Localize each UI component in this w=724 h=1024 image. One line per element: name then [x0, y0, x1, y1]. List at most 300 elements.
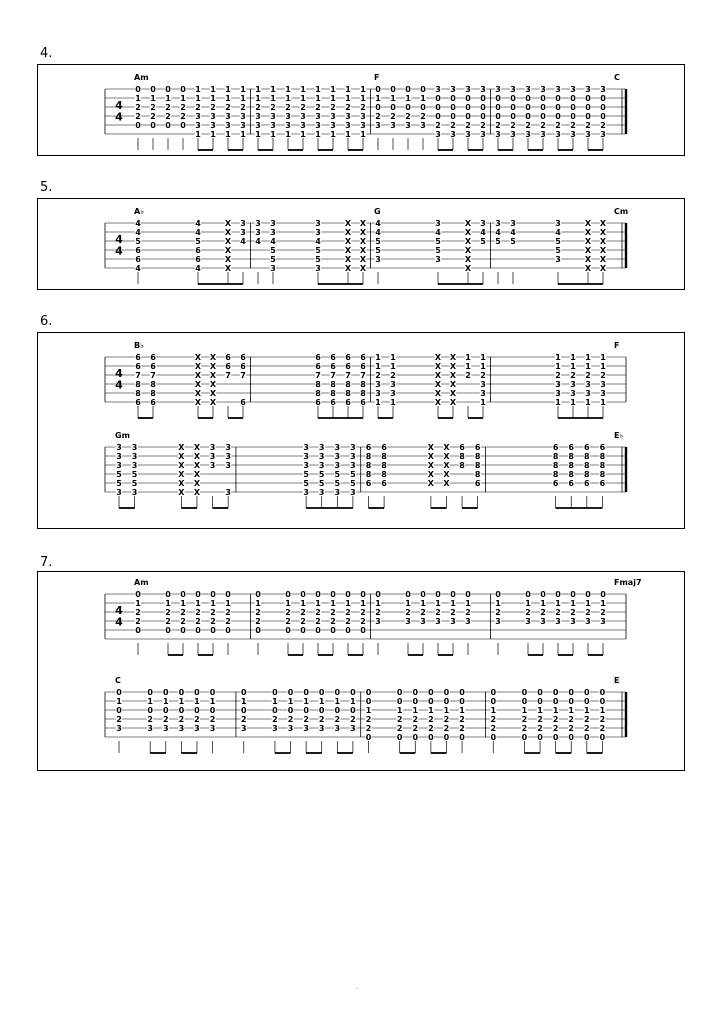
fret-number: 0: [555, 590, 561, 599]
fret-number: 8: [552, 461, 559, 470]
fret-number: 5: [195, 237, 201, 246]
fret-number: 3: [570, 617, 576, 626]
fret-number: 3: [465, 617, 471, 626]
fret-number: 0: [405, 103, 411, 112]
fret-number: X: [449, 398, 457, 407]
fret-number: 1: [585, 398, 591, 407]
fret-number: 2: [365, 715, 372, 724]
fret-number: 0: [570, 590, 576, 599]
fret-number: 6: [150, 362, 156, 371]
fret-number: 1: [240, 85, 246, 94]
fret-number: 3: [334, 488, 341, 497]
fret-number: X: [449, 353, 457, 362]
fret-number: 2: [552, 724, 559, 733]
fret-number: 0: [162, 706, 169, 715]
fret-number: 1: [315, 599, 321, 608]
fret-number: 7: [360, 371, 366, 380]
fret-number: 2: [412, 724, 419, 733]
time-signature-bottom: 4: [115, 615, 123, 629]
fret-number: X: [224, 219, 232, 228]
fret-number: 1: [178, 697, 185, 706]
fret-number: 3: [510, 85, 516, 94]
fret-number: X: [443, 461, 450, 470]
fret-number: 3: [303, 724, 309, 733]
fret-number: 6: [365, 443, 372, 452]
fret-number: 2: [255, 103, 261, 112]
fret-number: X: [434, 389, 442, 398]
fret-number: 0: [195, 626, 201, 635]
fret-number: 6: [195, 246, 201, 255]
fret-number: 3: [375, 121, 381, 130]
fret-number: 2: [390, 112, 396, 121]
fret-number: 3: [495, 219, 501, 228]
fret-number: 2: [495, 121, 501, 130]
fret-number: 3: [194, 724, 200, 733]
fret-number: 1: [600, 398, 606, 407]
fret-number: 8: [474, 452, 481, 461]
fret-number: 3: [555, 389, 561, 398]
fret-number: 0: [365, 733, 372, 742]
fret-number: 3: [390, 121, 396, 130]
fret-number: 2: [540, 121, 546, 130]
fret-number: 6: [584, 479, 590, 488]
fret-number: 3: [300, 112, 306, 121]
fret-number: 2: [360, 608, 366, 617]
tab-staff: [38, 65, 684, 155]
fret-number: 1: [555, 599, 561, 608]
fret-number: 0: [194, 706, 200, 715]
fret-number: 1: [570, 353, 576, 362]
fret-number: 0: [435, 590, 441, 599]
fret-number: 2: [570, 608, 576, 617]
fret-number: 3: [116, 724, 122, 733]
fret-number: 0: [360, 590, 366, 599]
fret-number: 1: [375, 94, 381, 103]
fret-number: X: [178, 479, 185, 488]
fret-number: 2: [599, 724, 606, 733]
fret-number: 0: [390, 85, 396, 94]
fret-number: 0: [585, 103, 591, 112]
fret-number: X: [584, 255, 592, 264]
fret-number: 3: [318, 461, 325, 470]
fret-number: 3: [495, 617, 501, 626]
fret-number: 0: [135, 590, 141, 599]
fret-number: 3: [570, 130, 576, 139]
fret-number: 5: [318, 470, 325, 479]
chord-name: Fmaj7: [614, 578, 642, 587]
fret-number: X: [359, 246, 367, 255]
fret-number: 3: [510, 130, 516, 139]
fret-number: 3: [330, 112, 336, 121]
fret-number: 0: [600, 103, 606, 112]
exercise-box: [37, 332, 685, 529]
fret-number: 0: [210, 590, 216, 599]
fret-number: 0: [300, 590, 306, 599]
fret-number: 2: [521, 724, 528, 733]
fret-number: 1: [285, 94, 291, 103]
fret-number: 6: [150, 398, 156, 407]
fret-number: 3: [405, 121, 411, 130]
fret-number: 1: [180, 599, 186, 608]
fret-number: X: [224, 237, 232, 246]
fret-number: X: [599, 246, 607, 255]
fret-number: 2: [270, 103, 276, 112]
fret-number: 8: [584, 452, 590, 461]
fret-number: 8: [360, 389, 366, 398]
fret-number: 1: [390, 362, 396, 371]
fret-number: X: [194, 380, 202, 389]
fret-number: 0: [450, 103, 456, 112]
fret-number: 4: [240, 237, 246, 246]
fret-number: 4: [195, 264, 201, 273]
chord-name: Am: [134, 578, 149, 587]
fret-number: 2: [555, 121, 561, 130]
time-signature-top: 4: [115, 366, 123, 380]
fret-number: 7: [345, 371, 351, 380]
fret-number: 6: [135, 246, 141, 255]
fret-number: 0: [510, 103, 516, 112]
fret-number: 1: [360, 130, 366, 139]
fret-number: 0: [537, 688, 543, 697]
fret-number: 2: [285, 617, 291, 626]
fret-number: 3: [210, 121, 216, 130]
fret-number: 1: [495, 599, 501, 608]
chord-name: F: [374, 73, 380, 82]
fret-number: 0: [412, 688, 419, 697]
fret-number: 3: [570, 380, 576, 389]
fret-number: 0: [240, 706, 247, 715]
fret-number: 0: [412, 697, 419, 706]
fret-number: X: [209, 380, 217, 389]
fret-number: 0: [147, 706, 153, 715]
fret-number: 0: [465, 94, 471, 103]
fret-number: 3: [585, 130, 591, 139]
fret-number: 3: [270, 121, 276, 130]
fret-number: 2: [465, 608, 471, 617]
fret-number: 2: [360, 617, 366, 626]
fret-number: 8: [365, 452, 372, 461]
fret-number: 3: [210, 112, 216, 121]
fret-number: 0: [180, 626, 186, 635]
fret-number: X: [194, 389, 202, 398]
fret-number: 0: [178, 706, 185, 715]
fret-number: 3: [270, 112, 276, 121]
fret-number: 1: [195, 130, 201, 139]
fret-number: 2: [315, 617, 321, 626]
fret-number: 1: [334, 697, 341, 706]
fret-number: 0: [272, 706, 278, 715]
fret-number: 2: [412, 715, 419, 724]
fret-number: 2: [480, 371, 486, 380]
fret-number: 6: [240, 398, 246, 407]
fret-number: 3: [240, 724, 247, 733]
fret-number: 3: [195, 112, 201, 121]
fret-number: 6: [315, 398, 321, 407]
fret-number: 3: [600, 617, 606, 626]
fret-number: 3: [555, 130, 561, 139]
fret-number: 1: [270, 85, 276, 94]
fret-number: 0: [287, 706, 294, 715]
fret-number: 6: [568, 479, 575, 488]
fret-number: 6: [195, 255, 201, 264]
fret-number: 5: [555, 237, 561, 246]
fret-number: X: [599, 228, 607, 237]
fret-number: 2: [537, 715, 543, 724]
fret-number: 0: [600, 112, 606, 121]
fret-number: 6: [365, 479, 372, 488]
fret-number: 2: [396, 715, 403, 724]
fret-number: 1: [405, 94, 411, 103]
fret-number: 0: [585, 112, 591, 121]
fret-number: 0: [465, 103, 471, 112]
fret-number: 0: [318, 688, 325, 697]
fret-number: 1: [135, 599, 141, 608]
fret-number: 3: [375, 255, 381, 264]
fret-number: 3: [375, 380, 381, 389]
fret-number: 8: [360, 380, 366, 389]
fret-number: 3: [287, 724, 294, 733]
fret-number: 1: [315, 130, 321, 139]
fret-number: X: [464, 255, 472, 264]
fret-number: 8: [474, 461, 481, 470]
fret-number: X: [427, 470, 434, 479]
fret-number: 2: [525, 608, 531, 617]
chord-name: E♭: [614, 431, 624, 440]
fret-number: 5: [270, 246, 276, 255]
fret-number: 3: [480, 219, 486, 228]
fret-number: X: [434, 353, 442, 362]
fret-number: 0: [345, 626, 351, 635]
fret-number: 0: [521, 688, 528, 697]
fret-number: 0: [285, 626, 291, 635]
fret-number: 1: [480, 398, 486, 407]
fret-number: 5: [375, 246, 381, 255]
fret-number: 1: [375, 362, 381, 371]
fret-number: X: [194, 353, 202, 362]
time-signature-top: 4: [115, 603, 123, 617]
fret-number: 3: [585, 389, 591, 398]
fret-number: X: [344, 228, 352, 237]
fret-number: 4: [315, 237, 321, 246]
fret-number: 2: [240, 103, 246, 112]
fret-number: 3: [240, 219, 246, 228]
fret-number: X: [584, 228, 592, 237]
fret-number: X: [427, 443, 434, 452]
fret-number: 2: [345, 103, 351, 112]
fret-number: 1: [240, 130, 246, 139]
fret-number: 2: [165, 103, 171, 112]
fret-number: 6: [360, 398, 366, 407]
fret-number: 0: [490, 697, 497, 706]
fret-number: 8: [150, 389, 156, 398]
fret-number: 0: [480, 103, 486, 112]
fret-number: 1: [396, 706, 403, 715]
fret-number: X: [194, 398, 202, 407]
fret-number: 0: [568, 688, 575, 697]
fret-number: 0: [396, 733, 403, 742]
fret-number: X: [584, 237, 592, 246]
fret-number: 6: [345, 362, 351, 371]
fret-number: 0: [150, 121, 156, 130]
fret-number: 3: [334, 443, 341, 452]
fret-number: 4: [555, 228, 561, 237]
fret-number: X: [344, 246, 352, 255]
fret-number: 1: [255, 85, 261, 94]
fret-number: 3: [435, 255, 441, 264]
fret-number: 0: [396, 688, 403, 697]
fret-number: 1: [584, 706, 590, 715]
fret-number: 3: [390, 389, 396, 398]
fret-number: 6: [315, 353, 321, 362]
fret-number: 2: [180, 112, 186, 121]
fret-number: 3: [405, 617, 411, 626]
fret-number: 6: [135, 398, 141, 407]
fret-number: 2: [135, 608, 141, 617]
fret-number: X: [224, 246, 232, 255]
fret-number: 2: [443, 724, 450, 733]
fret-number: X: [464, 219, 472, 228]
fret-number: 0: [443, 688, 450, 697]
fret-number: 0: [480, 94, 486, 103]
fret-number: 0: [570, 112, 576, 121]
fret-number: X: [224, 228, 232, 237]
fret-number: 7: [135, 371, 141, 380]
fret-number: X: [584, 219, 592, 228]
fret-number: X: [584, 246, 592, 255]
fret-number: 1: [150, 94, 156, 103]
fret-number: 6: [150, 353, 156, 362]
fret-number: X: [449, 389, 457, 398]
fret-number: 1: [210, 85, 216, 94]
fret-number: 3: [510, 219, 516, 228]
fret-number: 1: [285, 85, 291, 94]
fret-number: 4: [195, 219, 201, 228]
fret-number: 1: [210, 599, 216, 608]
fret-number: 3: [480, 85, 486, 94]
fret-number: X: [209, 362, 217, 371]
fret-number: 2: [435, 608, 441, 617]
fret-number: 0: [599, 733, 606, 742]
fret-number: 2: [135, 103, 141, 112]
fret-number: 1: [480, 353, 486, 362]
fret-number: 0: [510, 94, 516, 103]
fret-number: 0: [600, 94, 606, 103]
fret-number: 1: [240, 94, 246, 103]
fret-number: 8: [315, 380, 321, 389]
fret-number: X: [178, 452, 185, 461]
fret-number: 0: [178, 688, 185, 697]
fret-number: 1: [225, 94, 231, 103]
fret-number: X: [194, 362, 202, 371]
fret-number: 1: [180, 94, 186, 103]
fret-number: X: [344, 255, 352, 264]
fret-number: 0: [537, 733, 543, 742]
fret-number: 3: [334, 461, 341, 470]
fret-number: 2: [315, 608, 321, 617]
fret-number: 1: [600, 599, 606, 608]
fret-number: 3: [225, 443, 231, 452]
fret-number: 2: [521, 715, 528, 724]
fret-number: 3: [375, 389, 381, 398]
fret-number: 2: [465, 371, 471, 380]
fret-number: 2: [300, 608, 306, 617]
fret-number: 2: [540, 608, 546, 617]
fret-number: 0: [568, 697, 575, 706]
fret-number: 8: [552, 470, 559, 479]
fret-number: 0: [350, 706, 356, 715]
fret-number: 0: [375, 103, 381, 112]
fret-number: 0: [525, 94, 531, 103]
fret-number: 0: [116, 706, 122, 715]
fret-number: 6: [345, 398, 351, 407]
fret-number: 5: [435, 237, 441, 246]
fret-number: 3: [270, 228, 276, 237]
fret-number: 1: [420, 599, 426, 608]
fret-number: 0: [495, 112, 501, 121]
fret-number: 3: [255, 121, 261, 130]
fret-number: X: [178, 443, 185, 452]
fret-number: 1: [585, 362, 591, 371]
fret-number: 3: [360, 121, 366, 130]
fret-number: 0: [300, 626, 306, 635]
fret-number: 3: [209, 461, 216, 470]
fret-number: 3: [225, 121, 231, 130]
fret-number: 2: [365, 724, 372, 733]
time-signature-bottom: 4: [115, 378, 123, 392]
fret-number: 4: [375, 219, 381, 228]
fret-number: 3: [330, 121, 336, 130]
fret-number: X: [443, 452, 450, 461]
fret-number: 2: [585, 121, 591, 130]
fret-number: 3: [540, 85, 546, 94]
fret-number: 2: [390, 371, 396, 380]
fret-number: 3: [131, 461, 138, 470]
fret-number: 0: [255, 590, 261, 599]
fret-number: 1: [465, 599, 471, 608]
fret-number: 0: [465, 590, 471, 599]
fret-number: 0: [180, 85, 186, 94]
fret-number: 3: [435, 617, 441, 626]
fret-number: 1: [330, 94, 336, 103]
fret-number: 3: [270, 219, 276, 228]
fret-number: X: [443, 470, 450, 479]
fret-number: 3: [240, 228, 246, 237]
fret-number: 7: [330, 371, 336, 380]
tab-staff: [38, 199, 684, 289]
fret-number: 1: [300, 94, 306, 103]
fret-number: X: [359, 255, 367, 264]
fret-number: 8: [150, 380, 156, 389]
fret-number: 5: [334, 479, 341, 488]
fret-number: 3: [390, 380, 396, 389]
fret-number: 0: [443, 697, 450, 706]
fret-number: 0: [365, 688, 372, 697]
fret-number: 0: [521, 697, 528, 706]
fret-number: 6: [381, 479, 387, 488]
fret-number: 6: [315, 362, 321, 371]
fret-number: 4: [495, 228, 501, 237]
fret-number: 5: [555, 246, 561, 255]
fret-number: 3: [116, 443, 122, 452]
fret-number: X: [434, 398, 442, 407]
fret-number: 2: [428, 715, 434, 724]
fret-number: 3: [585, 617, 591, 626]
fret-number: X: [193, 452, 201, 461]
fret-number: 3: [540, 130, 546, 139]
fret-number: 2: [147, 715, 153, 724]
fret-number: 3: [350, 488, 356, 497]
fret-number: 3: [350, 443, 356, 452]
